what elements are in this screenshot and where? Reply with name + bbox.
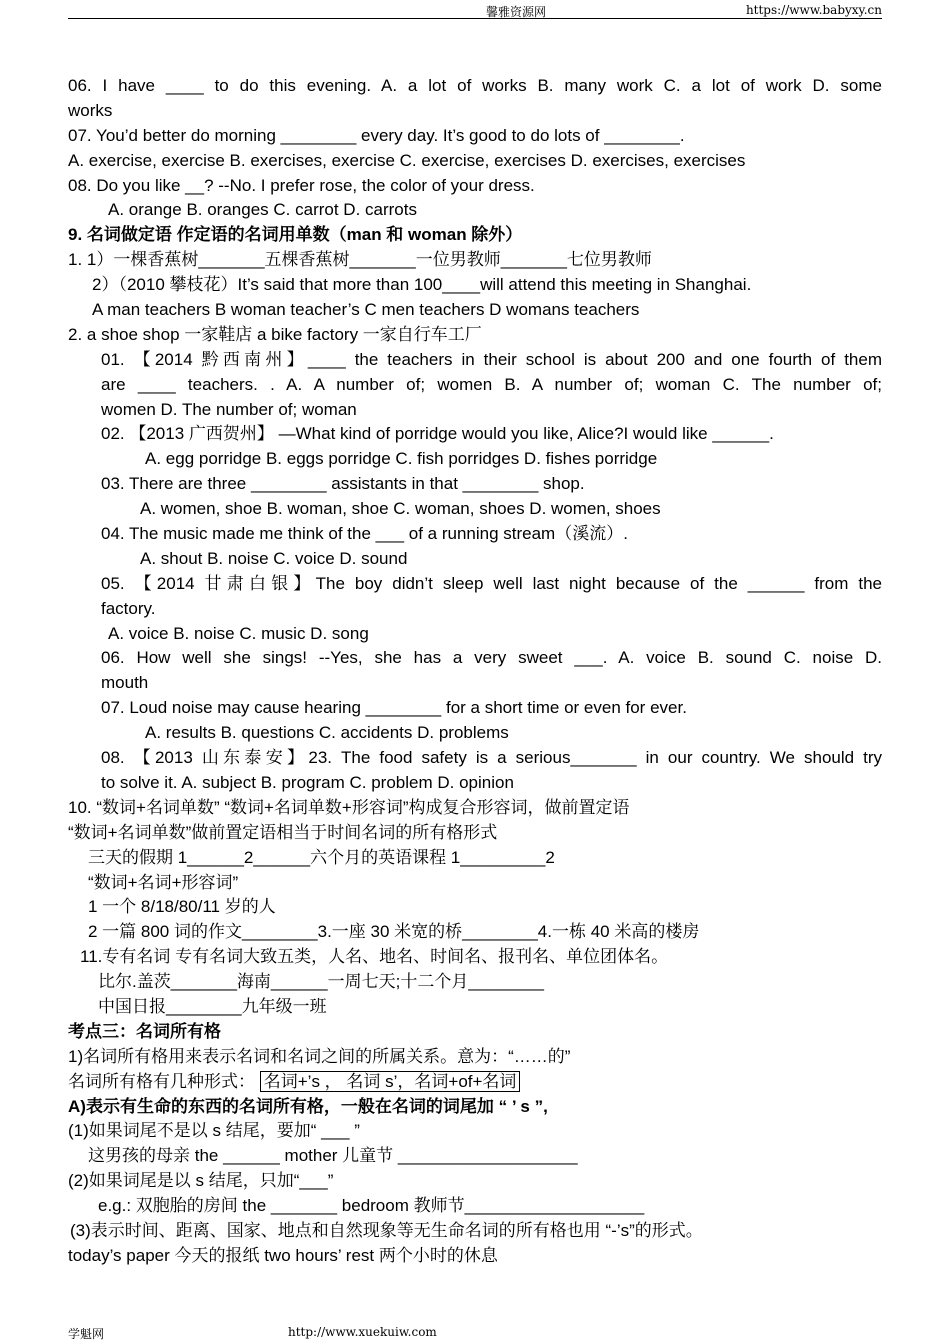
text-line: 三天的假期 1______2______六个月的英语课程 1_________2 [88, 847, 555, 867]
text-line: “数词+名词+形容词” [88, 872, 239, 892]
text-line: 这男孩的母亲 the ______ mother 儿童节 ___________________ [88, 1146, 578, 1166]
text-line: 比尔.盖茨_______海南______一周七天;十二个月________ [98, 972, 544, 992]
text-line: 06. I have ____ to do this evening. A. a lot of works B. many work C. a lot of work D. some [68, 76, 882, 95]
text-line: 2 一篇 800 词的作文________3.一座 30 米宽的桥________4.一栋 40 米高的楼房 [88, 922, 700, 942]
text-line: to solve it. A. subject B. program C. problem D. opinion [101, 772, 514, 792]
header-url[interactable]: https://www.babyxy.cn [745, 3, 882, 17]
text-line: A. shout B. noise C. voice D. sound [140, 548, 408, 568]
text-line: “数词+名词单数”做前置定语相当于时间名词的所有格形式 [68, 822, 498, 842]
section-heading: 考点三：名词所有格 [68, 1021, 221, 1041]
text-line: 01. 【2014 黔西南州】____ the teachers in their school is about 200 and one fourth of them [101, 349, 882, 369]
text-line: 1. 1）一棵香蕉树_______五棵香蕉树_______一位男教师_______七位男教师 [68, 250, 652, 270]
document-body [68, 74, 882, 1269]
header-site-name: 馨雅资源网 [486, 5, 547, 19]
text-line: 2. a shoe shop 一家鞋店 a bike factory 一家自行车工厂 [68, 324, 482, 344]
footer-url[interactable]: http://www.xuekuiw.com [288, 1325, 437, 1339]
text-line [68, 1070, 882, 1095]
text-line: mouth [101, 673, 149, 693]
text-line: 2）（2010 攀枝花）It’s said that more than 100____will attend this meeting in Shanghai. [92, 275, 752, 295]
text-line: 02. 【2013 广西贺州】 —What kind of porridge would you like, Alice?I would like ______. [101, 424, 774, 444]
text-line: women D. The number of; woman [101, 399, 357, 419]
text-line: (1)如果词尾不是以 s 结尾，要加“ ___ ” [68, 1121, 360, 1141]
text-line: 03. There are three ________ assistants in that ________ shop. [101, 474, 585, 494]
text-line: A man teachers B woman teacher’s C men teachers D womans teachers [92, 300, 640, 320]
text-line: 05. 【2014 甘肃白银】The boy didn’t sleep well last night because of the ______ from the [101, 573, 882, 593]
text-line: e.g.: 双胞胎的房间 the _______ bedroom 教师节___________________ [98, 1196, 645, 1216]
text-line: factory. [101, 598, 156, 618]
text-line: A. egg porridge B. eggs porridge C. fish porridges D. fishes porridge [145, 449, 658, 469]
text-line: today’s paper 今天的报纸 two hours’ rest 两个小时的休息 [68, 1245, 498, 1265]
text-line: A. orange B. oranges C. carrot D. carrots [108, 200, 417, 220]
text-line: 1 一个 8/18/80/11 岁的人 [88, 897, 276, 917]
text-line: 11.专有名词 专有名词大致五类，人名、地名、时间名、报刊名、单位团体名。 [80, 947, 669, 967]
text-line: A. voice B. noise C. music D. song [108, 623, 369, 643]
text-line: 07. You’d better do morning ________ every day. It’s good to do lots of ________. [68, 125, 685, 145]
text-line: A. exercise, exercise B. exercises, exercise C. exercise, exercises D. exercises, exercises [68, 150, 746, 170]
footer-site-name: 学魁网 [68, 1327, 105, 1341]
section-heading: A)表示有生命的东西的名词所有格，一般在名词的词尾加 “ ’ s ”, [68, 1096, 548, 1116]
text-line: 07. Loud noise may cause hearing ________ for a short time or even for ever. [101, 698, 687, 718]
text-line: (3)表示时间、距离、国家、地点和自然现象等无生命名词的所有格也用 “-’s”的形式。 [70, 1220, 703, 1240]
text-line: 10. “数词+名词单数” “数词+名词单数+形容词”构成复合形容词，做前置定语 [68, 797, 630, 817]
text-line: 1)名词所有格用来表示名词和名词之间的所属关系。意为：“……的” [68, 1046, 571, 1066]
text-line: works [68, 100, 113, 120]
possessive-forms-box: 名词+’s ， 名词 s’，名词+of+名词 [260, 1071, 521, 1092]
text-line: 08. 【2013 山东泰安】23. The food safety is a serious_______ in our country. We should try [101, 748, 882, 768]
text-line: are ____ teachers. . A. A number of; women B. A number of; woman C. The number of; [101, 374, 882, 394]
text-line: A. results B. questions C. accidents D. problems [145, 723, 509, 743]
text-line: (2)如果词尾是以 s 结尾，只加“___” [68, 1171, 334, 1191]
text-line: 06. How well she sings! --Yes, she has a very sweet ___. A. voice B. sound C. noise D. [101, 648, 882, 668]
text-line: A. women, shoe B. woman, shoe C. woman, shoes D. women, shoes [140, 499, 661, 519]
header-divider [68, 18, 882, 19]
text-line: 04. The music made me think of the ___ of a running stream（溪流）. [101, 524, 628, 544]
text-line: 08. Do you like __? --No. I prefer rose, the color of your dress. [68, 175, 535, 195]
possessive-forms-label: 名词所有格有几种形式： [68, 1071, 255, 1091]
text-line: 中国日报________九年级一班 [98, 996, 327, 1016]
section-heading: 9. 名词做定语 作定语的名词用单数（man 和 woman 除外） [68, 225, 523, 245]
